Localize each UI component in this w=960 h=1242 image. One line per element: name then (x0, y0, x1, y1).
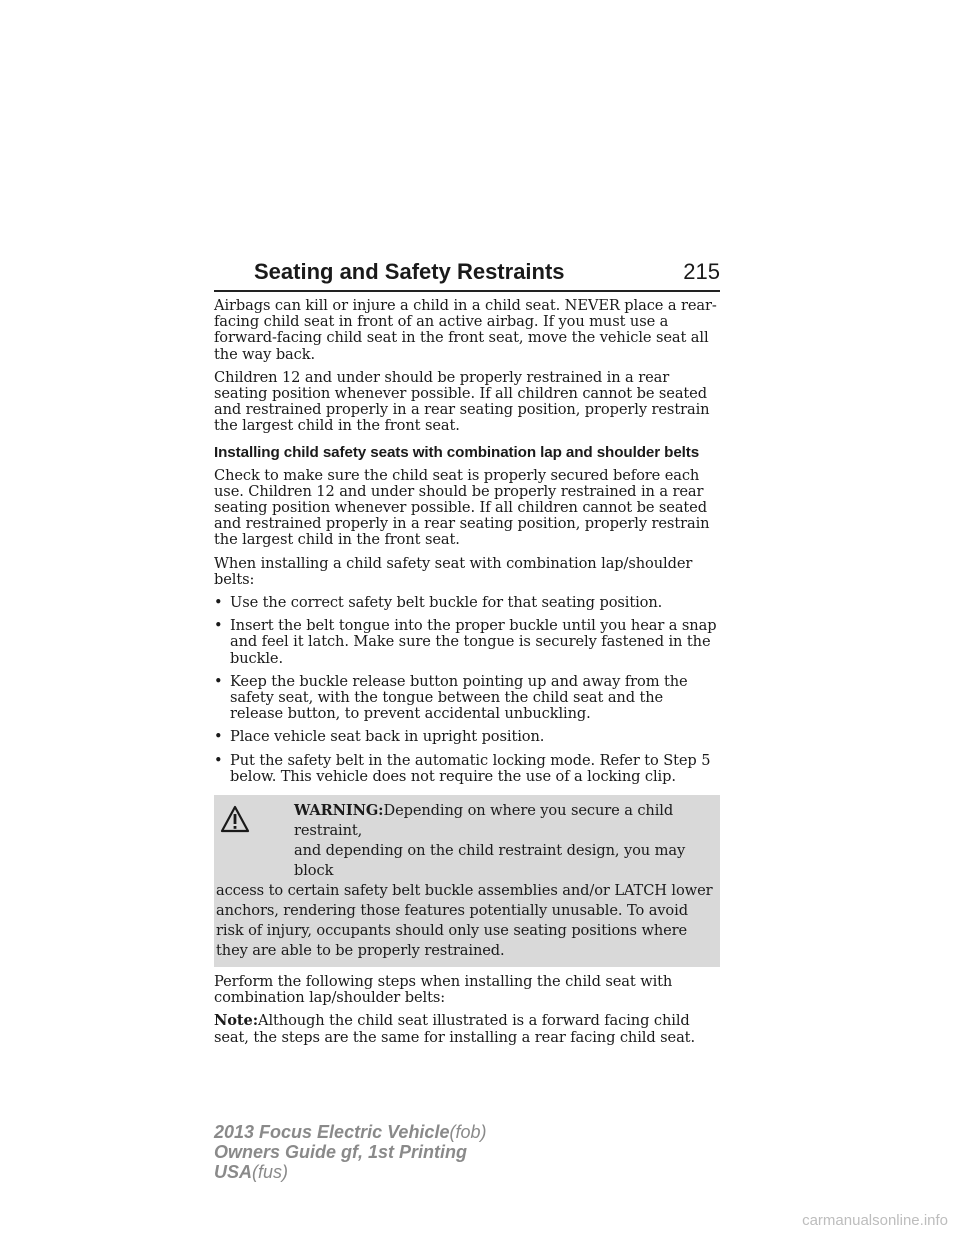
intro-paragraph: Airbags can kill or injure a child in a child seat. NEVER place a rear-facing child seat in front of an active airbag. If you must use a forward-facing child seat in the front seat, move the vehicle seat all the way back. (214, 297, 717, 363)
warning-line-2: and depending on the child restraint design, you may block (294, 842, 686, 880)
section-subheading: Installing child safety seats with combination lap and shoulder belts (214, 443, 700, 461)
list-item-text: Insert the belt tongue into the proper buckle until you hear a snap and feel it latch. Make sure the tongue is securely fastened in the buckle. (230, 617, 717, 667)
footer-printing: Owners Guide gf, 1st Printing (214, 1142, 468, 1162)
warning-box (214, 795, 720, 967)
body-paragraph: Check to make sure the child seat is properly secured before each use. Children 12 and under should be properly restrained in a rear seating position whenever possible. If all children cannot be seated and restrained properly in a rear seating position, properly restrain the largest child in the front seat. (214, 466, 710, 549)
footer-market-code: (fus) (252, 1162, 289, 1182)
footer-model-code: (fob) (449, 1122, 487, 1142)
bullet-list (214, 595, 720, 785)
section-title: Seating and Safety Restraints (254, 259, 565, 284)
list-item-text: Place vehicle seat back in upright position. (230, 728, 545, 746)
list-item (214, 729, 720, 745)
body-paragraph: When installing a child safety seat with combination lap/shoulder belts: (214, 554, 693, 588)
list-item (214, 595, 720, 611)
warning-text: access to certain safety belt buckle assemblies and/or LATCH lower anchors, rendering those features potentially unusable. To avoid risk of injury, occupants should only use seating positions where they are able to be properly restrained. (216, 882, 713, 960)
bullet-dot: • (214, 672, 223, 690)
bullet-dot: • (214, 751, 223, 769)
document-footer (214, 1122, 486, 1182)
bullet-dot: • (214, 617, 223, 635)
footer-model: 2013 Focus Electric Vehicle (214, 1122, 450, 1142)
steps-intro: Perform the following steps when installing the child seat with combination lap/shoulder belts: (214, 973, 673, 1007)
footer-line-1 (214, 1122, 486, 1142)
list-item (214, 674, 720, 723)
warning-triangle-icon (220, 805, 250, 833)
page-header (214, 258, 720, 292)
intro-paragraph: Children 12 and under should be properly restrained in a rear seating position whenever possible. If all children cannot be seated and restrained properly in a rear seating position, properly restrain the largest child in the front seat. (214, 368, 710, 435)
page-number: 215 (683, 259, 720, 284)
warning-line-1: Depending on where you secure a child restraint, (294, 802, 674, 840)
page-content (214, 298, 720, 1053)
list-item (214, 753, 720, 785)
note-label: Note: (214, 1012, 258, 1030)
list-item-text: Use the correct safety belt buckle for that seating position. (230, 594, 663, 612)
note-text: Although the child seat illustrated is a forward facing child seat, the steps are the same for installing a rear facing child seat. (214, 1012, 695, 1046)
warning-label: WARNING: (294, 802, 384, 820)
warning-first-lines (216, 801, 714, 881)
footer-market: USA (214, 1162, 253, 1182)
list-item-text: Keep the buckle release button pointing up and away from the safety seat, with the tongue between the child seat and the release button, to prevent accidental unbuckling. (230, 672, 688, 723)
footer-line-3 (214, 1162, 486, 1182)
note-paragraph (214, 1013, 720, 1045)
bullet-dot: • (214, 594, 223, 612)
bullet-dot: • (214, 728, 223, 746)
footer-line-2 (214, 1142, 486, 1162)
list-item-text: Put the safety belt in the automatic locking mode. Refer to Step 5 below. This vehicle does not require the use of a locking clip. (230, 751, 711, 785)
watermark: carmanualsonline.info (802, 1212, 948, 1229)
list-item (214, 618, 720, 667)
